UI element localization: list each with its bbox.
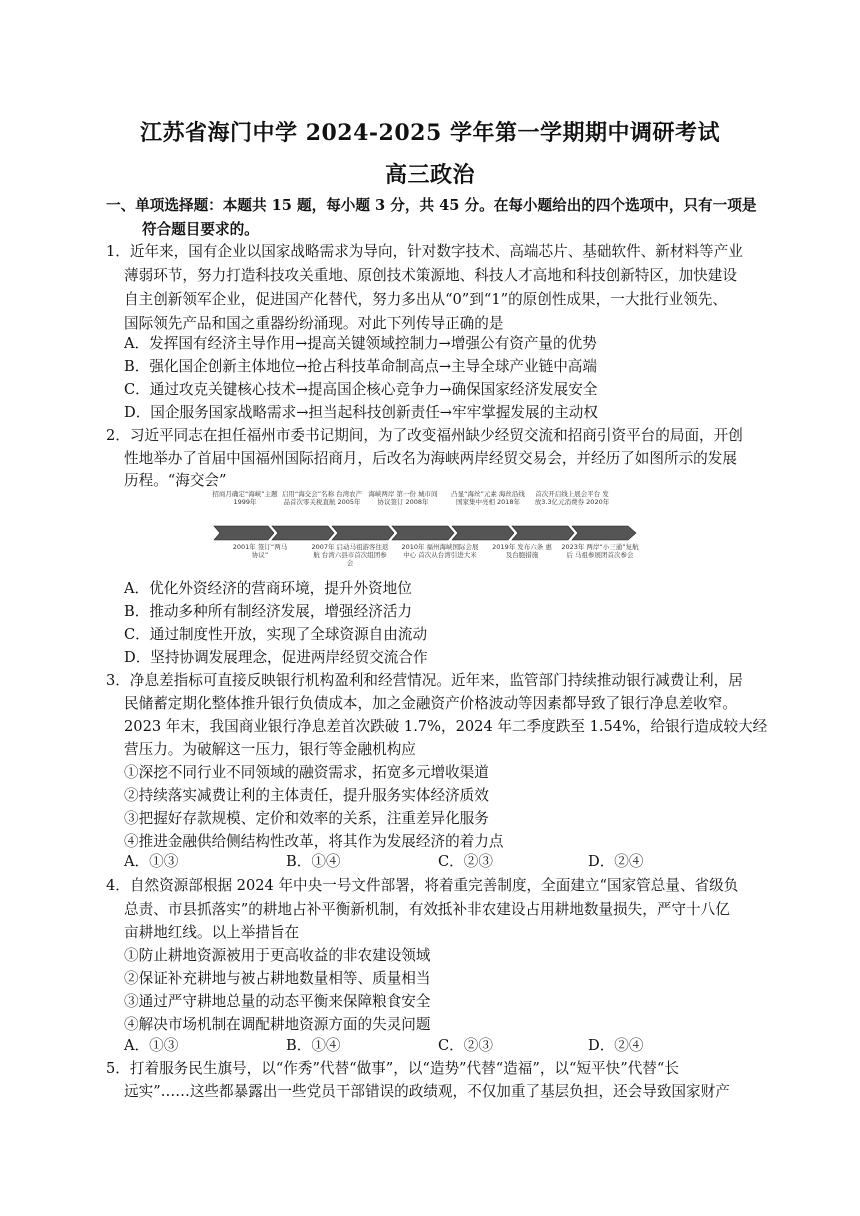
section-heading: 一、单项选择题：本题共 15 题，每小题 3 分，共 45 分。在每小题给出的四个选项中，只有一项是: [106, 197, 757, 214]
q4-item-4: ④解决市场机制在调配耕地资源方面的失灵问题: [124, 1016, 431, 1033]
q4-stem-line: 亩耕地红线。以上举措旨在: [124, 924, 300, 941]
q4-choice-c: C．②③: [438, 1037, 493, 1054]
q3-choice-b: B．①④: [286, 853, 341, 870]
q2-stem-line: 2．习近平同志在担任福州市委书记期间，为了改变福州缺少经贸交流和招商引资平台的局面，开创: [106, 427, 743, 444]
q2-option-d: D．坚持协调发展理念，促进两岸经贸交流合作: [124, 649, 428, 666]
q1-option-a: A．发挥国有经济主导作用→提高关键领域控制力→增强公有资产量的优势: [124, 335, 597, 352]
q1-option-c: C．通过攻克关键核心技术→提高国企核心竞争力→确保国家经济发展安全: [124, 381, 598, 398]
q1-stem-line: 自主创新领军企业，促进国产化替代，努力多出从“0”到“1”的原创性成果，一大批行业领先、: [124, 291, 727, 308]
q3-choice-d: D．②④: [588, 853, 644, 870]
q4-choices: [0, 1034, 860, 1058]
q2-stem-line: 历程。“海交会”: [124, 472, 227, 489]
timeline-event-2008: 海峡两岸 第一份 城市间协议签订 2008年: [368, 490, 438, 506]
q3-item-3: ③把握好存款规模、定价和效率的关系，注重差异化服务: [124, 810, 489, 827]
q3-stem-line: 2023 年末，我国商业银行净息差首次跌破 1.7%，2024 年二季度跌至 1.54%，给银行造成较大经: [124, 718, 768, 735]
q3-choice-c: C．②③: [438, 853, 493, 870]
q4-choice-b: B．①④: [286, 1037, 341, 1054]
q4-item-3: ③通过严守耕地总量的动态平衡来保障粮食安全: [124, 993, 431, 1010]
q4-item-1: ①防止耕地资源被用于更高收益的非农建设领域: [124, 947, 431, 964]
exam-subject: 高三政治: [384, 162, 475, 188]
q1-option-d: D．国企服务国家战略需求→担当起科技创新责任→牢牢掌握发展的主动权: [124, 404, 598, 421]
q1-stem-line: 薄弱环节，努力打造科技攻关重地、原创技术策源地、科技人才高地和科技创新特区，加快建设: [124, 267, 737, 284]
q2-option-c: C．通过制度性开放，实现了全球资源自由流动: [124, 626, 428, 643]
timeline-event-2005: 启用“海交会”名称 台湾农产品首次零关税直航 2005年: [281, 490, 363, 506]
q3-choices: [0, 850, 860, 874]
q1-stem-line: 国际领先产品和国之重器纷纷涌现。对此下列传导正确的是: [124, 315, 504, 332]
q5-stem-line: 远实”……这些都暴露出一些党员干部错误的政绩观，不仅加重了基层负担，还会导致国家财产: [124, 1083, 730, 1100]
q4-stem-line: 4．自然资源部根据 2024 年中央一号文件部署，将着重完善制度，全面建立“国家管总量、省级负: [106, 877, 739, 894]
q1-option-b: B．强化国企创新主体地位→抢占科技革命制高点→主导全球产业链中高端: [124, 358, 597, 375]
q2-option-b: B．推动多种所有制经济发展，增强经济活力: [124, 603, 413, 620]
q3-stem-line: 民储蓄定期化整体推升银行负债成本，加之金融资产价格波动等因素都导致了银行净息差收窄。: [124, 695, 737, 712]
timeline-event-2023: 2023年 两岸“小三通”复航后 马祖参展团首次参会: [561, 543, 639, 559]
q3-item-2: ②持续落实减费让利的主体责任，提升服务实体经济质效: [124, 787, 489, 804]
q3-stem-line: 营压力。为破解这一压力，银行等金融机构应: [124, 741, 416, 758]
q5-stem-line: 5．打着服务民生旗号，以“作秀”代替“做事”，以“造势”代替“造福”，以“短平快”代替“长: [106, 1060, 679, 1077]
q3-item-4: ④推进金融供给侧结构性改革，将其作为发展经济的着力点: [124, 833, 504, 850]
q4-choice-a: A．①③: [124, 1037, 179, 1054]
timeline-event-2020: 首次开启线上展会平台 发放3.3亿元消费券 2020年: [534, 490, 610, 506]
timeline-event-2007: 2007年 启动马祖游客往返航 台湾六县市首次组团参会: [311, 543, 389, 567]
q3-stem-line: 3．净息差指标可直接反映银行机构盈利和经营情况。近年来，监管部门持续推动银行减费让利，居: [106, 672, 743, 689]
q4-stem-line: 总责、市县抓落实”的耕地占补平衡新机制，有效抵补非农建设占用耕地数量损失，严守十八亿: [124, 901, 730, 918]
q2-option-a: A．优化外资经济的营商环境，提升外资地位: [124, 580, 412, 597]
section-heading-cont: 符合题目要求的。: [142, 221, 259, 238]
q3-choice-a: A．①③: [124, 853, 179, 870]
q1-stem-line: 1．近年来，国有企业以国家战略需求为导向，针对数字技术、高端芯片、基础软件、新材料等产业: [106, 243, 743, 260]
timeline-event-1999: 招商月确定“海峡”主题 1999年: [212, 490, 278, 506]
q3-item-1: ①深挖不同行业不同领域的融资需求，拓宽多元增收渠道: [124, 764, 489, 781]
q2-stem-line: 性地举办了首届中国福州国际招商月，后改名为海峡两岸经贸交易会，并经历了如图所示的发展: [124, 450, 737, 467]
exam-title: 江苏省海门中学 2024-2025 学年第一学期期中调研考试: [140, 120, 720, 146]
timeline-event-2010: 2010年 福州海峡国际会展中心 首次从台湾引进大米: [401, 543, 479, 559]
timeline-event-2019: 2019年 发布六条 惠及台胞措施: [492, 543, 552, 559]
q4-item-2: ②保证补充耕地与被占耕地数量相等、质量相当: [124, 970, 431, 987]
q4-choice-d: D．②④: [588, 1037, 644, 1054]
timeline-event-2001: 2001年 签订“两马协议”: [232, 543, 288, 559]
haijiaohui-timeline-figure: [210, 490, 640, 570]
timeline-event-2018: 凸显“海丝”元素 海丝沿线国家集中亮相 2018年: [451, 490, 525, 506]
